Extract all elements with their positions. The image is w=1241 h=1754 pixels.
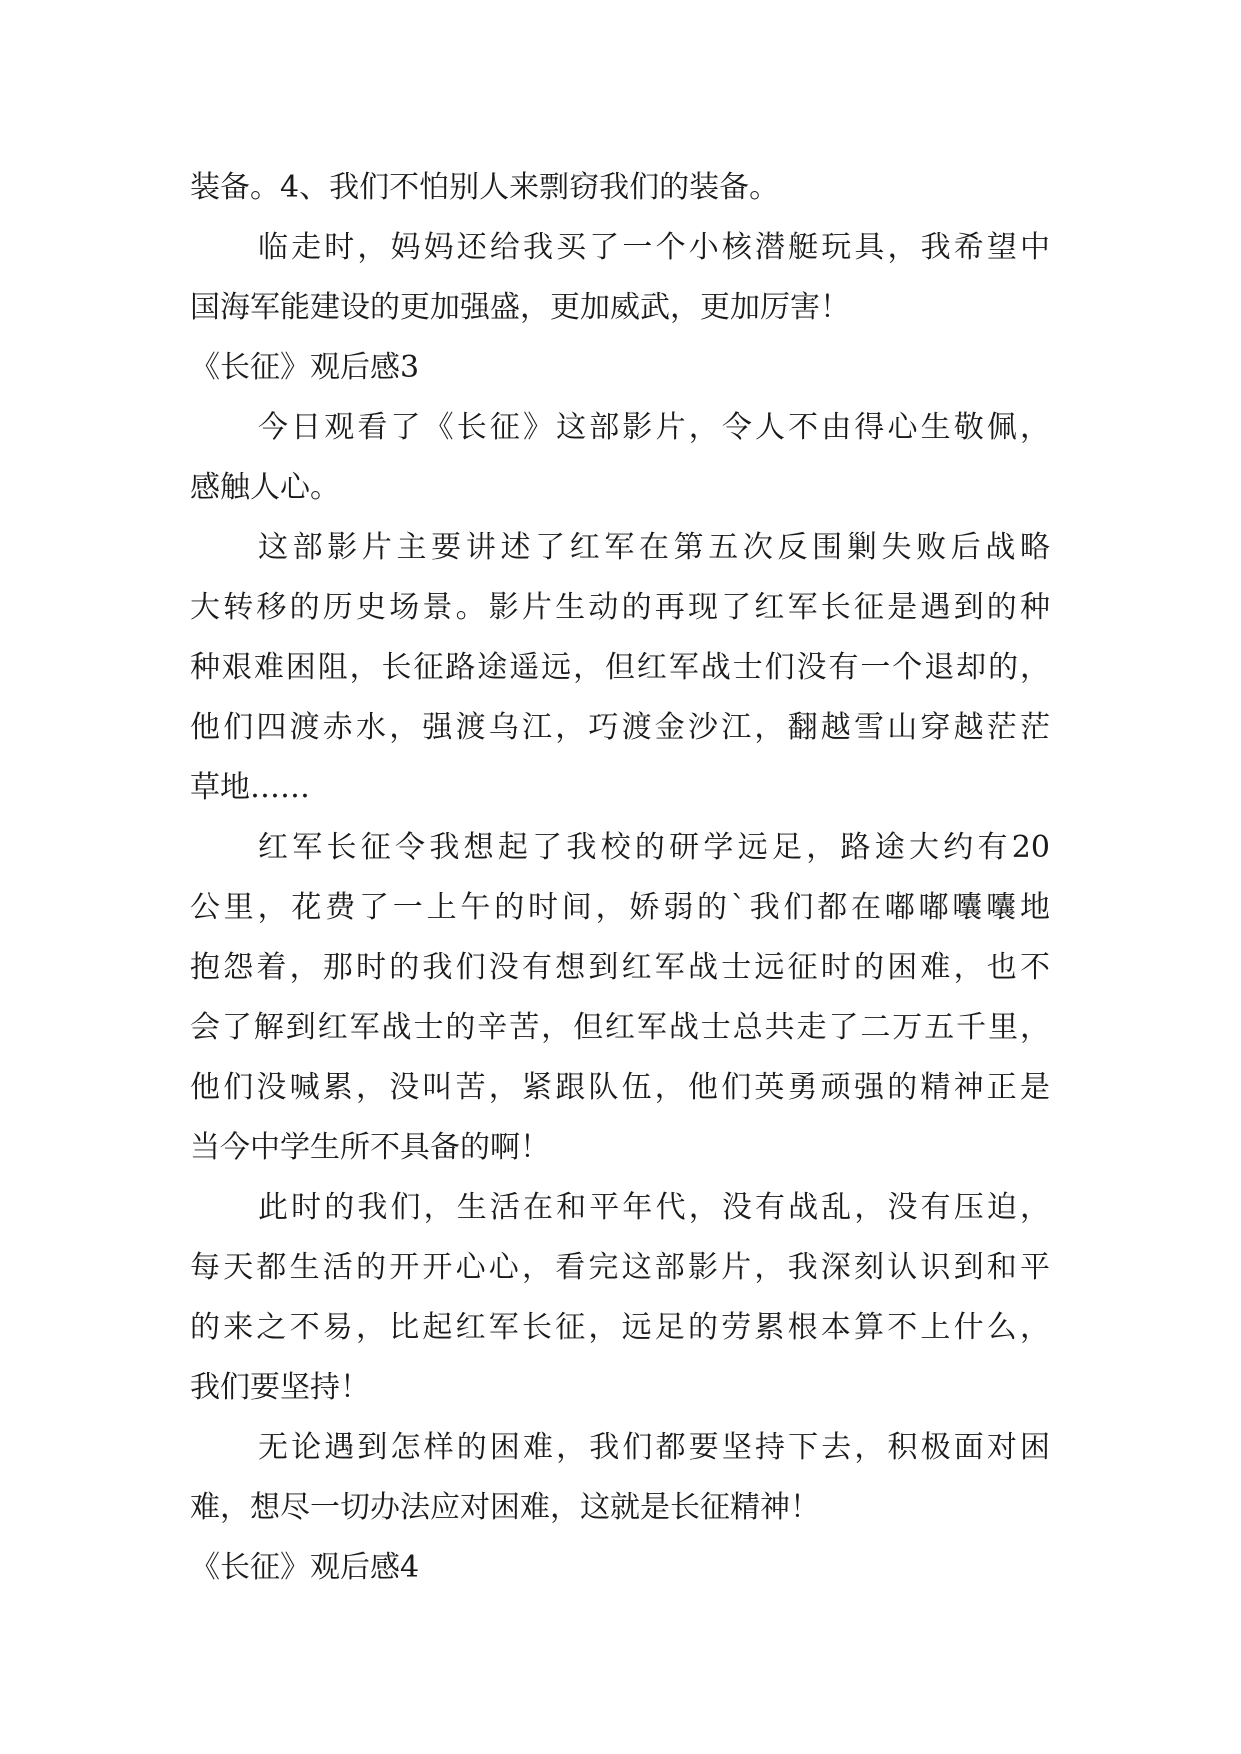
paragraph-line: 感触人心。 bbox=[190, 470, 340, 505]
paragraph-line: 会了解到红军战士的辛苦，但红军战士总共走了二万五千里， bbox=[190, 1010, 1050, 1045]
paragraph-line: 公里，花费了一上午的时间，娇弱的`我们都在嘟嘟囔囔地 bbox=[190, 890, 1050, 925]
section-heading: 《长征》观后感4 bbox=[190, 1550, 420, 1585]
paragraph-line: 这部影片主要讲述了红军在第五次反围剿失败后战略 bbox=[258, 530, 1050, 565]
paragraph-line: 无论遇到怎样的困难，我们都要坚持下去，积极面对困 bbox=[258, 1430, 1050, 1465]
paragraph-line: 他们四渡赤水，强渡乌江，巧渡金沙江，翻越雪山穿越茫茫 bbox=[190, 710, 1050, 745]
paragraph-line: 草地…… bbox=[190, 770, 310, 805]
paragraph-line: 此时的我们，生活在和平年代，没有战乱，没有压迫， bbox=[258, 1190, 1050, 1225]
paragraph-line: 装备。4、我们不怕别人来剽窃我们的装备。 bbox=[190, 170, 780, 205]
paragraph-line: 当今中学生所不具备的啊！ bbox=[190, 1130, 550, 1165]
paragraph-line: 他们没喊累，没叫苦，紧跟队伍，他们英勇顽强的精神正是 bbox=[190, 1070, 1050, 1105]
paragraph-line: 种艰难困阻，长征路途遥远，但红军战士们没有一个退却的， bbox=[190, 650, 1050, 685]
paragraph-line: 抱怨着，那时的我们没有想到红军战士远征时的困难，也不 bbox=[190, 950, 1050, 985]
paragraph-line: 难，想尽一切办法应对困难，这就是长征精神！ bbox=[190, 1490, 820, 1525]
paragraph-line: 每天都生活的开开心心，看完这部影片，我深刻认识到和平 bbox=[190, 1250, 1050, 1285]
paragraph-line: 国海军能建设的更加强盛，更加威武，更加厉害！ bbox=[190, 290, 850, 325]
paragraph-line: 红军长征令我想起了我校的研学远足，路途大约有20 bbox=[258, 830, 1050, 865]
paragraph-line: 今日观看了《长征》这部影片，令人不由得心生敬佩， bbox=[258, 410, 1050, 445]
paragraph-line: 大转移的历史场景。影片生动的再现了红军长征是遇到的种 bbox=[190, 590, 1050, 625]
paragraph-line: 我们要坚持！ bbox=[190, 1370, 370, 1405]
paragraph-line: 临走时，妈妈还给我买了一个小核潜艇玩具，我希望中 bbox=[258, 230, 1050, 265]
paragraph-line: 的来之不易，比起红军长征，远足的劳累根本算不上什么， bbox=[190, 1310, 1050, 1345]
section-heading: 《长征》观后感3 bbox=[190, 350, 420, 385]
